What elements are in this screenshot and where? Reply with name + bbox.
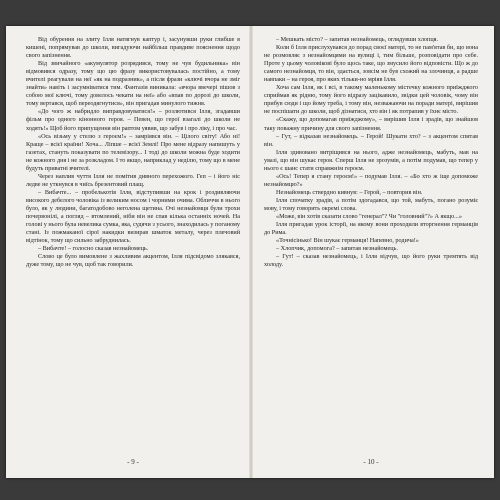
paragraph: – Вибачте... – пробелькотів Ілля, відступивши на крок і роздивляючи високого дебелого чоловіка із великим носом і чорними очима. Обличчя в нього було, як у людини, багатодобово неголена щетина. Очі незнайомця були трохи почервонілі, а погляд – втомлений, ніби він не спав кілька останніх ночей. На голові у нього була невелика сумка, яка, судячи з усього, знаходилась у поганому стані. Із пожмаканої сірої накидки визирав шматок металу, через плечовий відтінок, тому що сильно забруднилась. <box>26 188 240 245</box>
paragraph: «Точнісінько! Він шукає германця! Напевно, родича!» <box>276 237 419 245</box>
left-page <box>26 36 240 468</box>
paragraph: Слово це було вимовлене з жахливим акцентом, Ілля підсвідомо злякався, дуже тому, що не чув, щоб так говорили. <box>26 253 240 269</box>
paragraph: Ілля пригадав урок історії, на якому вони проходили вторгнення германців до Рима. <box>264 221 478 237</box>
paragraph: Ілля спочатку зрадів, а потім здогадався, що той, мабуть, погано розуміє мову, і тому говорить окремі слова. <box>264 196 478 212</box>
paragraph: Через наплив чуття Ілля не помітив дивного перехожого. Геп – і його ніс ледве не уткнувся в чиїсь брезентовий плащ. <box>26 172 240 188</box>
paragraph: Від звичайного «акумулятор розрядився, тому не чув будильника» він відмовився одразу, тому що цю фразу використовувалась постійно, а тому вчителі реагували на неї «як на подразник», а після фрази «ключі вчора не зміг знайти» навіть і засумніватися тим. Фантазія виникала: «вчора ввечері пішов з собою мої ключі, тому довелось чекати на неї» або «впав по дорозі до школи, тому вертався, щоб переодягнутися», він пригадав минулого тижня. <box>26 60 240 108</box>
page-number-left: - 9 - <box>127 458 139 466</box>
paragraph: Хоча сам Ілля, як і всі, в такому маленькому містечку кожного приїжджого сприймав як рідню, тому його відразу зацікавило, звідки цей чоловік, чому він прибув сюди і що йому треба, і тому він, незважаючи на поради матері, вирішив не поспішати до школи, щоб дізнатися, хто він і як потрапив у їхнє місто. <box>264 84 478 116</box>
book-gutter <box>249 26 253 478</box>
right-page <box>264 36 478 468</box>
paragraph: – Гут, – відказав незнайомець. – Герой! Шукати хто? – з акцентом спитав він. <box>264 132 478 148</box>
paragraph: Коли б Ілля прислухувався до порад своєї матері, то не пам'ятав би, що вона не розмовляє з незнайомцями на вулиці і, тим більше, розповідати про себе. Проте у цьому чоловікові було щось таке, що змусило його відповісти. Що ж до самого незнайомця, то він, здається, зовсім не був схожий на злочинця, а радше навпаки – на героя, про яких тільки-но мріяв Ілля. <box>264 44 478 84</box>
paragraph: Ілля здивовано витріщився на нього, адже незнайомець, мабуть, мав на увазі, що він шукає героя. Сперш Ілля не зрозумів, а потім подумав, що тепер у нього є шанс стати справжнім героєм. <box>264 148 478 172</box>
paragraph: «Скажу, що допомагав приїжджому», – вирішив Ілля і зрадів, що знайшов таку поважну причину для свого запізнення. <box>264 116 478 132</box>
paragraph: – Мешкать місто? – запитав незнайомець, оглядувши хлопця. <box>276 36 439 43</box>
paragraph: – Гут! – сказав незнайомець, і Ілля відчув, що його руки тремтять від холоду. <box>264 253 478 269</box>
left-page-text <box>26 36 240 269</box>
paragraph: «Ось! Тепер я стану героєм!» – подумав Ілля. – «Бо хто ж іще допоможе незнайомцю?» <box>264 172 478 188</box>
right-page-text <box>264 36 478 269</box>
book-spread <box>6 26 494 478</box>
page-number-right: - 10 - <box>363 458 379 466</box>
paragraph: Від обурення на злиту Ілля натягнув каптур і, засунувши руки глибше в кишені, попрямував до школи, вигадуючи найбільш правдиве пояснення щодо свого запізнення. <box>26 36 240 60</box>
paragraph: «Може, він хотів сказати слово "генерал"? Чи "головний"?» А якщо...» <box>276 213 462 221</box>
paragraph: «До чого ж набридло виправдовуватися!» – розлютився Ілля, згадавши фільм про одного кінонного героя. – Певен, що герої взагалі до школи не ходять!» Щоб його припущення він раптом уявив, що забув і про ліку, і про час. <box>26 108 240 132</box>
paragraph: Незнайомець ствердно кивнув: – Герой, – повторив він. <box>276 188 423 196</box>
paragraph: – Хлопчик, допомога? – запитав незнайомець. <box>276 245 398 253</box>
paragraph: – Вибачте! – голосно сказав незнайомець. <box>38 245 149 253</box>
paragraph: «Ось візьму у стелю з героєм!» – замріявся він. – Цілого світу! Або ні! Краще – всієї країни! Хоча... Ліпше – всієї Землі! Про мене відразу напишуть у газетах, стануть показувати по телевізору... І тоді до школи можна буде ходити не кожного дня і не за розкладом. І то якщо, наприклад у неділю, тому що в мене будуть приватні вчителі. <box>26 132 240 172</box>
